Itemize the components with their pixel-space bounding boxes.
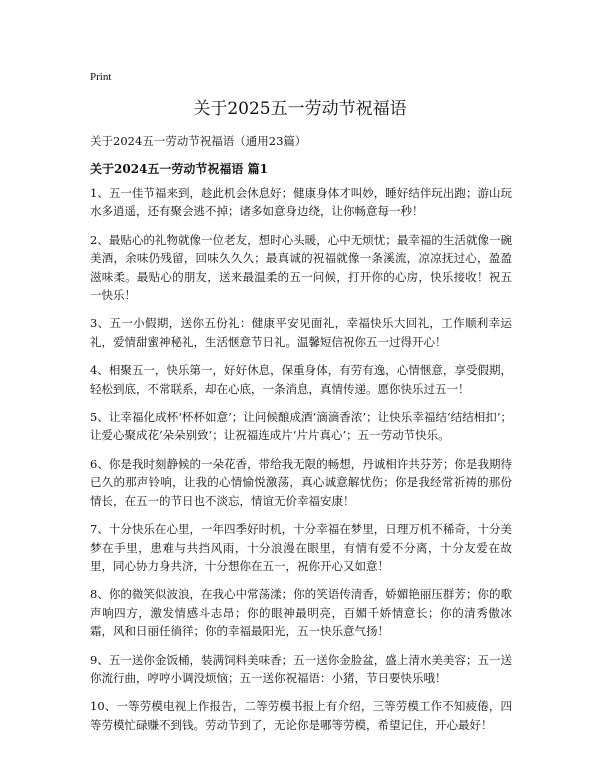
paragraph: 6、你是我时刻静候的一朵花香，带给我无限的畅想，丹诚相许共芬芳；你是我期待已久的那声铃响，让我的心情愉悦激荡，真心诚意解忧伤；你是我经常祈祷的那份情长，在五一的节日也不淡忘，情谊无价幸福安康！ (90, 456, 512, 508)
paragraph: 3、五一小假期，送你五份礼：健康平安见面礼，幸福快乐大回礼，工作顺利幸运礼，爱情甜蜜神秘礼，生活惬意节日礼。温馨短信祝你五一过得开心！ (90, 316, 512, 349)
paragraph: 2、最贴心的礼物就像一位老友，想时心头暖，心中无烦忧；最幸福的生活就像一碗美酒，余味仍残留，回味久久久；最真诚的祝福就像一条溪流，凉凉抚过心，盈盈滋味柔。最贴心的朋友，送来最温柔的五一问候，打开你的心房，快乐接收！祝五一快乐！ (90, 232, 512, 303)
paragraph: 8、你的微笑似波浪，在我心中常荡漾；你的笑语传清香，娇媚艳丽压群芳；你的歌声响四方，激发情感斗志昂；你的眼神最明亮，百媚千娇情意长；你的清秀傲冰霜，风和日丽任徜徉；你的幸福最阳光，五一快乐意气扬！ (90, 587, 512, 639)
document-body (90, 184, 512, 744)
paragraph: 1、五一佳节福来到，趁此机会休息好；健康身体才叫妙，睡好结伴玩出跑；游山玩水多逍遥，还有聚会逃不掉；诸多如意身边绕，让你畅意每一秒！ (90, 186, 512, 219)
paragraph: 10、一等劳模电视上作报告，二等劳模书报上有介绍，三等劳模工作不知疲倦，四等劳模忙碌赚不到钱。劳动节到了，无论你是哪等劳模，希望记住，开心最好！ (90, 699, 512, 732)
paragraph: 4、相聚五一，快乐第一，好好休息，保重身体，有劳有逸，心情惬意，享受假期，轻松到底，不常联系，却在心底，一条消息，真情传递。愿你快乐过五一！ (90, 363, 512, 396)
print-label: Print (90, 71, 112, 83)
document-title: 关于2025五一劳动节祝福语 (193, 99, 407, 119)
paragraph: 5、让幸福化成杯‘杯杯如意’；让问候酿成酒‘滴滴香浓’；让快乐幸福结‘结结相扣’；让爱心聚成花‘朵朵别致’；让祝福连成片‘片片真心’；五一劳动节快乐。 (90, 410, 512, 443)
section-heading: 关于2024五一劳动节祝福语 篇1 (90, 162, 268, 176)
paragraph: 7、十分快乐在心里，一年四季好时机，十分幸福在梦里，日理万机不稀奇，十分美梦在手里，患难与共挡风雨，十分浪漫在眼里，有情有爱不分离，十分友爱在故里，同心协力身共济，十分想你在五一，祝你开心又如意！ (90, 522, 512, 573)
paragraph: 9、五一送你金饭桶，装满饲料美味香；五一送你金脸盆，盛上清水美美容；五一送你流行曲，哼哼小调没烦恼；五一送你祝福语：小猪，节日要快乐哦！ (90, 652, 512, 685)
document-subtitle: 关于2024五一劳动节祝福语（通用23篇） (90, 134, 307, 148)
